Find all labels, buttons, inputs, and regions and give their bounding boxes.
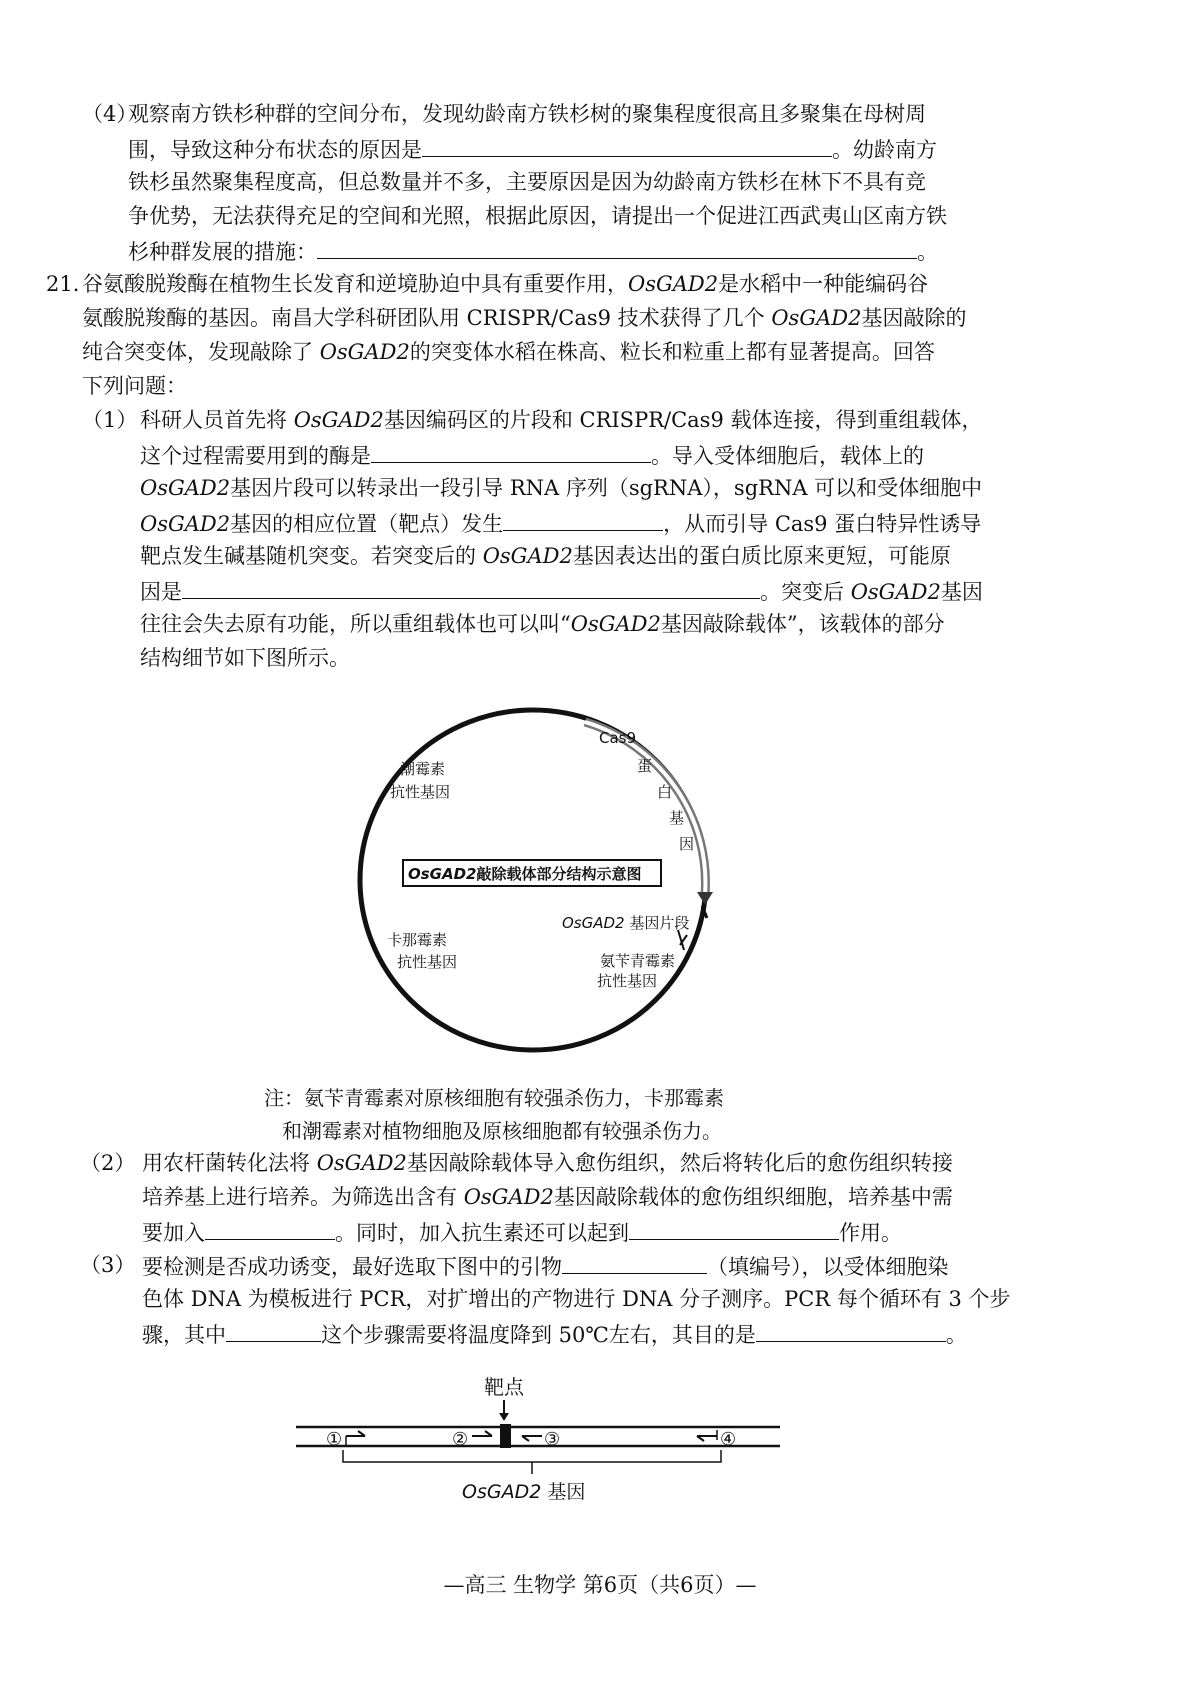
text-line: 用农杆菌转化法将 OsGAD2基因敲除载体导入愈伤组织，然后将转化后的愈伤组织转接 — [142, 1151, 953, 1175]
page-footer: —高三 生物学 第6页（共6页）— — [443, 1573, 757, 1597]
text-line: 杉种群发展的措施： 。 — [128, 234, 938, 269]
part-number: （3） — [80, 1253, 136, 1277]
target-label: 靶点 — [484, 1375, 524, 1399]
kan-label-2: 抗性基因 — [397, 953, 458, 971]
amp-label-2: 抗性基因 — [597, 972, 658, 990]
text-line: 纯合突变体，发现敲除了 OsGAD2的突变体水稻在株高、粒长和粒重上都有显著提高。回答 — [82, 340, 935, 364]
part-number: （4） — [82, 102, 138, 126]
text-line: 铁杉虽然聚集程度高，但总数量并不多，主要原因是因为幼龄南方铁杉在林下不具有竞 — [128, 170, 926, 194]
text-line: 要检测是否成功诱变，最好选取下图中的引物 （填编号），以受体细胞染 — [142, 1249, 949, 1284]
cas9-char: 白 — [657, 783, 673, 801]
text-line: 氨酸脱羧酶的基因。南昌大学科研团队用 CRISPR/Cas9 技术获得了几个 OsGAD2基因敲除的 — [82, 306, 967, 330]
part-number: （2） — [80, 1151, 136, 1175]
text-line: 围，导致这种分布状态的原因是 。幼龄南方 — [128, 132, 937, 167]
text-line: 观察南方铁杉种群的空间分布，发现幼龄南方铁杉树的聚集程度很高且多聚集在母树周 — [128, 102, 926, 126]
question-number: 21. — [46, 272, 80, 296]
primer-2-arrow — [472, 1431, 492, 1436]
hyg-label-2: 抗性基因 — [390, 783, 451, 801]
primer-4-label: ④ — [720, 1429, 737, 1450]
text-line: 靶点发生碱基随机突变。若突变后的 OsGAD2基因表达出的蛋白质比原来更短，可能原 — [140, 544, 951, 568]
gene-label: OsGAD2 基因 — [462, 1481, 586, 1503]
primer-1-label: ① — [326, 1429, 343, 1450]
cas9-char: 基 — [669, 809, 685, 827]
text-line: 这个过程需要用到的酶是 。导入受体细胞后，载体上的 — [140, 438, 924, 473]
part-number: （1） — [82, 408, 138, 432]
text-line: 要加入 。同时，加入抗生素还可以起到 作用。 — [142, 1215, 902, 1250]
diagram-title: OsGAD2敲除载体部分结构示意图 — [408, 865, 642, 883]
cas9-char: 蛋 — [637, 757, 653, 775]
text-line: 因是 。突变后 OsGAD2基因 — [140, 574, 983, 609]
text-line: 结构细节如下图所示。 — [140, 646, 350, 670]
text-line: OsGAD2基因的相应位置（靶点）发生 ，从而引导 Cas9 蛋白特异性诱导 — [140, 506, 981, 541]
text-line: 骤，其中 这个步骤需要将温度降到 50℃左右，其目的是 。 — [142, 1317, 967, 1352]
primer-1-arrow — [346, 1431, 365, 1436]
text-line: 往往会失去原有功能，所以重组载体也可以叫“OsGAD2基因敲除载体”，该载体的部分 — [140, 612, 945, 636]
primer-3-arrow — [522, 1436, 542, 1441]
primer-4-arrow — [697, 1436, 717, 1441]
text-line: 下列问题： — [82, 374, 187, 398]
primer-3-label: ③ — [544, 1429, 561, 1450]
primer-2-label: ② — [452, 1429, 469, 1450]
kan-label-1: 卡那霉素 — [387, 931, 448, 949]
cas9-label: Cas9 — [599, 729, 637, 747]
text-line: 谷氨酸脱羧酶在植物生长发育和逆境胁迫中具有重要作用，OsGAD2是水稻中一种能编码谷 — [82, 272, 929, 296]
cas9-char: 因 — [679, 835, 695, 853]
target-site — [500, 1424, 511, 1448]
text-line: 科研人员首先将 OsGAD2基因编码区的片段和 CRISPR/Cas9 载体连接，得到重组载体， — [140, 408, 983, 432]
text-line: 色体 DNA 为模板进行 PCR，对扩增出的产物进行 DNA 分子测序。PCR 每个循环有 3 个步 — [142, 1287, 1011, 1311]
gene-bracket — [343, 1450, 721, 1474]
note-line: 和潮霉素对植物细胞及原核细胞都有较强杀伤力。 — [282, 1119, 722, 1143]
amp-label-1: 氨苄青霉素 — [600, 952, 676, 970]
target-arrowhead — [499, 1413, 509, 1421]
hyg-label-1: 潮霉素 — [400, 760, 446, 778]
text-line: 培养基上进行培养。为筛选出含有 OsGAD2基因敲除载体的愈伤组织细胞，培养基中需 — [142, 1185, 953, 1209]
text-line: 争优势，无法获得充足的空间和光照，根据此原因，请提出一个促进江西武夷山区南方铁 — [128, 204, 947, 228]
note-line: 注：氨苄青霉素对原核细胞有较强杀伤力，卡那霉素 — [264, 1086, 724, 1110]
fragment-label: OsGAD2 基因片段 — [562, 914, 690, 932]
text-line: OsGAD2基因片段可以转录出一段引导 RNA 序列（sgRNA），sgRNA 可以和受体细胞中 — [140, 476, 983, 500]
